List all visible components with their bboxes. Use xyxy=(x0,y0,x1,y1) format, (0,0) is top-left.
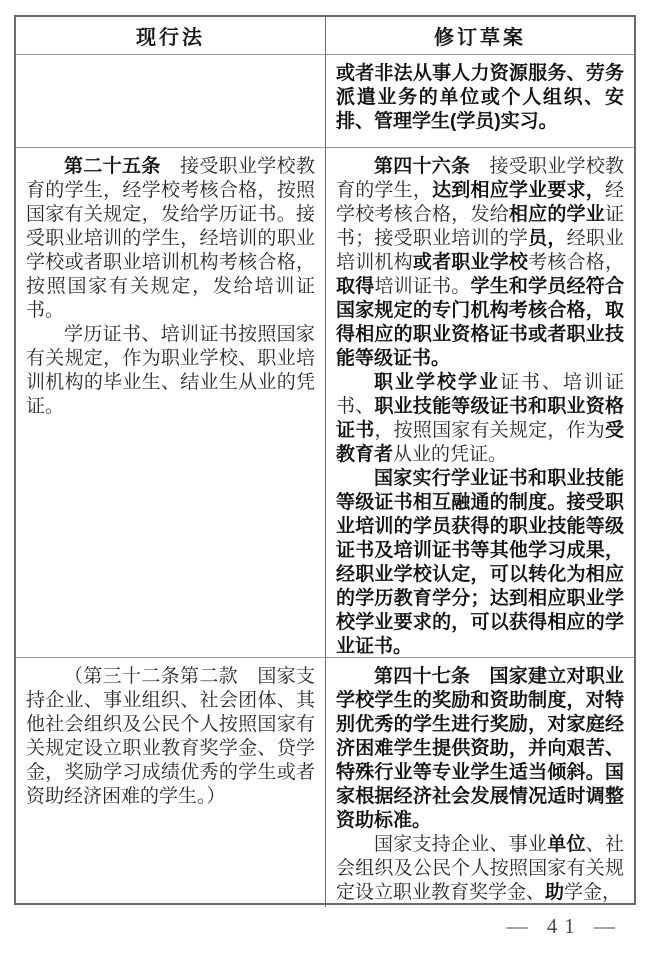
body-text: 学历证书、培训证书按照国家有关规定，作为职业学校、职业培训机构的毕业生、结业生从业的凭证。 xyxy=(26,324,315,417)
cell-row2-revision-draft-article-46 xyxy=(325,147,634,657)
page-number: — 41 — xyxy=(506,914,622,938)
column-header-revision-draft: 修订草案 xyxy=(325,17,634,54)
emphasized-text: 第四十六条 xyxy=(374,156,471,177)
emphasized-text: 学生和学员经符合国家规定的专门机构考核合格，取得相应的职业资格证书或者职业技能等级证书。 xyxy=(336,276,624,369)
emphasized-text: 单位 xyxy=(547,834,586,855)
emphasized-text: 职业学校学业 xyxy=(374,372,500,393)
emphasized-text: 受教育者 xyxy=(336,420,624,465)
cell-row2-current-law-article-25 xyxy=(16,147,325,657)
body-text: 经学校考核合格，发给 xyxy=(336,180,624,225)
cell-row3-current-law-article-32 xyxy=(16,657,325,907)
body-text: 从业的凭证。 xyxy=(393,444,508,465)
body-text: 接受职业学校教育的学生， xyxy=(336,156,624,201)
emphasized-text: 第二十五条 xyxy=(64,156,161,177)
law-comparison-table xyxy=(14,15,636,905)
cell-row1-current-law xyxy=(16,54,325,147)
body-text: 学金， xyxy=(564,882,622,903)
emphasized-text: 第四十七条 xyxy=(374,666,471,687)
column-header-current-law: 现行法 xyxy=(136,27,205,49)
emphasized-text: 助 xyxy=(545,882,565,903)
paragraph xyxy=(26,665,315,809)
emphasized-text: 或者非法从事人力资源服务、劳务派遣业务的单位或个人组织、安排、管理学生(学员)实习。 xyxy=(336,63,624,132)
body-text: 证书、培训证书、 xyxy=(336,372,624,417)
body-text: 经职业培训机构 xyxy=(336,228,624,273)
body-text: 考核合格， xyxy=(528,252,624,273)
body-text: ，按照国家有关规定，作为 xyxy=(374,420,605,441)
body-text: 培训证书。 xyxy=(374,276,471,297)
body-text: 接受职业学校教育的学生，经学校考核合格，按照国家有关规定，发给学历证书。接受职业培训的学生，经培训的职业学校或者职业培训机构考核合格，按照国家有关规定，发给培训证书。 xyxy=(26,156,315,321)
emphasized-text: 员， xyxy=(528,228,567,249)
body-text: 国家支持企业、事业 xyxy=(374,834,548,855)
body-text: 证书；接受职业培训的学 xyxy=(336,204,624,249)
emphasized-text: 相应的学业 xyxy=(508,204,605,225)
paragraph xyxy=(336,62,624,134)
paragraph xyxy=(336,467,624,657)
body-text: 、社会组织及公民个人按照国家有关规定设立职业教育奖学金、 xyxy=(336,834,624,903)
body-text: （第三十二条第二款 国家支持企业、事业组织、社会团体、其他社会组织及公民个人按照国家有关规定设立职业教育奖学金、贷学金，奖励学习成绩优秀的学生或者资助经济困难的学生。） xyxy=(26,666,315,807)
paragraph xyxy=(336,155,624,371)
emphasized-text: 或者职业学校 xyxy=(412,252,529,273)
paragraph xyxy=(336,833,624,905)
emphasized-text: 国家实行学业证书和职业技能等级证书相互融通的制度。接受职业培训的学员获得的职业技能等级证书及培训证书等其他学习成果，经职业学校认定，可以转化为相应的学历教育学分；达到相应职业学校学业要求的，可以获得相应的学业证书。 xyxy=(336,468,624,657)
emphasized-text: 职业技能等级证书和职业资格证书 xyxy=(336,396,624,441)
cell-row3-revision-draft-article-47 xyxy=(325,657,634,907)
emphasized-text: 国家建立对职业学校学生的奖励和资助制度，对特别优秀的学生进行奖励，对家庭经济困难学生提供资助，并向艰苦、特殊行业等专业学生适当倾斜。国家根据经济社会发展情况适时调整资助标准。 xyxy=(336,666,624,831)
emphasized-text: 取得 xyxy=(336,276,375,297)
paragraph xyxy=(336,665,624,833)
paragraph xyxy=(336,371,624,467)
paragraph xyxy=(26,323,315,419)
cell-row1-revision-draft xyxy=(325,54,634,147)
emphasized-text: 达到相应学业要求， xyxy=(432,180,605,201)
paragraph xyxy=(26,155,315,323)
